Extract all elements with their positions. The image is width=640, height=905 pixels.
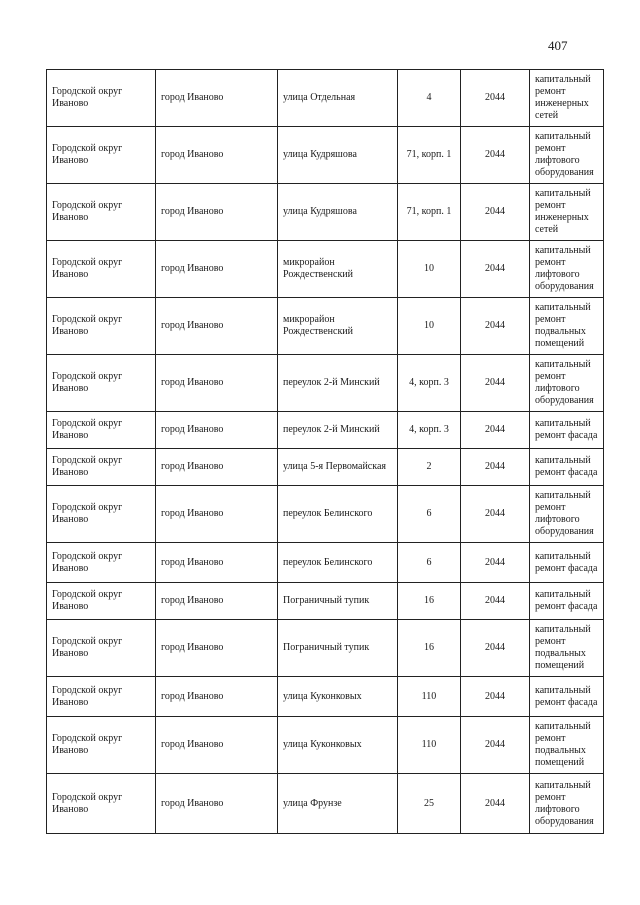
cell-okrug: Городской округ Иваново — [47, 355, 156, 412]
cell-year: 2044 — [461, 543, 530, 583]
cell-work-type: капитальный ремонт фасада — [530, 677, 604, 717]
cell-work-type: капитальный ремонт лифтового оборудования — [530, 486, 604, 543]
cell-street: улица Кудряшова — [278, 127, 398, 184]
cell-okrug: Городской округ Иваново — [47, 717, 156, 774]
cell-okrug: Городской округ Иваново — [47, 486, 156, 543]
cell-house-number: 16 — [398, 620, 461, 677]
cell-okrug: Городской округ Иваново — [47, 241, 156, 298]
cell-city: город Иваново — [156, 355, 278, 412]
cell-okrug: Городской округ Иваново — [47, 620, 156, 677]
cell-city: город Иваново — [156, 583, 278, 620]
cell-year: 2044 — [461, 355, 530, 412]
cell-house-number: 25 — [398, 774, 461, 834]
cell-house-number: 2 — [398, 449, 461, 486]
cell-house-number: 10 — [398, 241, 461, 298]
cell-street: улица Куконковых — [278, 677, 398, 717]
cell-work-type: капитальный ремонт фасада — [530, 449, 604, 486]
cell-street: переулок 2-й Минский — [278, 412, 398, 449]
cell-work-type: капитальный ремонт лифтового оборудования — [530, 774, 604, 834]
cell-year: 2044 — [461, 127, 530, 184]
cell-house-number: 71, корп. 1 — [398, 127, 461, 184]
cell-city: город Иваново — [156, 127, 278, 184]
cell-year: 2044 — [461, 412, 530, 449]
table-row — [47, 543, 604, 583]
cell-house-number: 6 — [398, 543, 461, 583]
cell-city: город Иваново — [156, 677, 278, 717]
cell-work-type: капитальный ремонт подвальных помещений — [530, 298, 604, 355]
cell-year: 2044 — [461, 620, 530, 677]
cell-house-number: 4, корп. 3 — [398, 412, 461, 449]
cell-street: улица Отдельная — [278, 70, 398, 127]
cell-house-number: 71, корп. 1 — [398, 184, 461, 241]
cell-city: город Иваново — [156, 70, 278, 127]
cell-year: 2044 — [461, 583, 530, 620]
cell-house-number: 10 — [398, 298, 461, 355]
cell-city: город Иваново — [156, 241, 278, 298]
cell-street: улица 5-я Первомайская — [278, 449, 398, 486]
cell-year: 2044 — [461, 241, 530, 298]
cell-okrug: Городской округ Иваново — [47, 412, 156, 449]
cell-city: город Иваново — [156, 543, 278, 583]
cell-street: улица Куконковых — [278, 717, 398, 774]
table-row — [47, 583, 604, 620]
table-row — [47, 486, 604, 543]
cell-okrug: Городской округ Иваново — [47, 70, 156, 127]
cell-year: 2044 — [461, 486, 530, 543]
table-body — [47, 70, 604, 834]
cell-city: город Иваново — [156, 449, 278, 486]
table-row — [47, 677, 604, 717]
cell-house-number: 110 — [398, 677, 461, 717]
cell-city: город Иваново — [156, 486, 278, 543]
cell-work-type: капитальный ремонт лифтового оборудования — [530, 127, 604, 184]
cell-okrug: Городской округ Иваново — [47, 677, 156, 717]
table-row — [47, 70, 604, 127]
cell-street: Пограничный тупик — [278, 620, 398, 677]
cell-street: микрорайон Рождественский — [278, 298, 398, 355]
cell-work-type: капитальный ремонт подвальных помещений — [530, 620, 604, 677]
cell-year: 2044 — [461, 70, 530, 127]
cell-okrug: Городской округ Иваново — [47, 543, 156, 583]
cell-city: город Иваново — [156, 298, 278, 355]
cell-street: переулок 2-й Минский — [278, 355, 398, 412]
cell-city: город Иваново — [156, 717, 278, 774]
table-row — [47, 298, 604, 355]
cell-work-type: капитальный ремонт инженерных сетей — [530, 184, 604, 241]
cell-street: улица Кудряшова — [278, 184, 398, 241]
cell-street: улица Фрунзе — [278, 774, 398, 834]
cell-year: 2044 — [461, 184, 530, 241]
cell-city: город Иваново — [156, 412, 278, 449]
cell-city: город Иваново — [156, 774, 278, 834]
cell-house-number: 4, корп. 3 — [398, 355, 461, 412]
cell-year: 2044 — [461, 677, 530, 717]
table-row — [47, 449, 604, 486]
cell-street: Пограничный тупик — [278, 583, 398, 620]
cell-work-type: капитальный ремонт фасада — [530, 543, 604, 583]
table-row — [47, 127, 604, 184]
cell-work-type: капитальный ремонт лифтового оборудования — [530, 355, 604, 412]
cell-work-type: капитальный ремонт инженерных сетей — [530, 70, 604, 127]
cell-year: 2044 — [461, 449, 530, 486]
cell-house-number: 6 — [398, 486, 461, 543]
cell-year: 2044 — [461, 774, 530, 834]
cell-work-type: капитальный ремонт лифтового оборудования — [530, 241, 604, 298]
table-row — [47, 241, 604, 298]
cell-year: 2044 — [461, 717, 530, 774]
cell-city: город Иваново — [156, 184, 278, 241]
cell-city: город Иваново — [156, 620, 278, 677]
table-row — [47, 412, 604, 449]
cell-work-type: капитальный ремонт фасада — [530, 412, 604, 449]
table-row — [47, 774, 604, 834]
page-number: 407 — [548, 38, 568, 53]
cell-house-number: 110 — [398, 717, 461, 774]
cell-okrug: Городской округ Иваново — [47, 298, 156, 355]
cell-okrug: Городской округ Иваново — [47, 449, 156, 486]
cell-street: переулок Белинского — [278, 543, 398, 583]
cell-okrug: Городской округ Иваново — [47, 774, 156, 834]
table-row — [47, 620, 604, 677]
table-row — [47, 355, 604, 412]
cell-house-number: 4 — [398, 70, 461, 127]
cell-okrug: Городской округ Иваново — [47, 583, 156, 620]
cell-work-type: капитальный ремонт фасада — [530, 583, 604, 620]
cell-street: микрорайон Рождественский — [278, 241, 398, 298]
table-row — [47, 184, 604, 241]
cell-work-type: капитальный ремонт подвальных помещений — [530, 717, 604, 774]
table-row — [47, 717, 604, 774]
cell-house-number: 16 — [398, 583, 461, 620]
cell-okrug: Городской округ Иваново — [47, 127, 156, 184]
cell-year: 2044 — [461, 298, 530, 355]
repair-schedule-table — [46, 69, 604, 834]
cell-street: переулок Белинского — [278, 486, 398, 543]
cell-okrug: Городской округ Иваново — [47, 184, 156, 241]
